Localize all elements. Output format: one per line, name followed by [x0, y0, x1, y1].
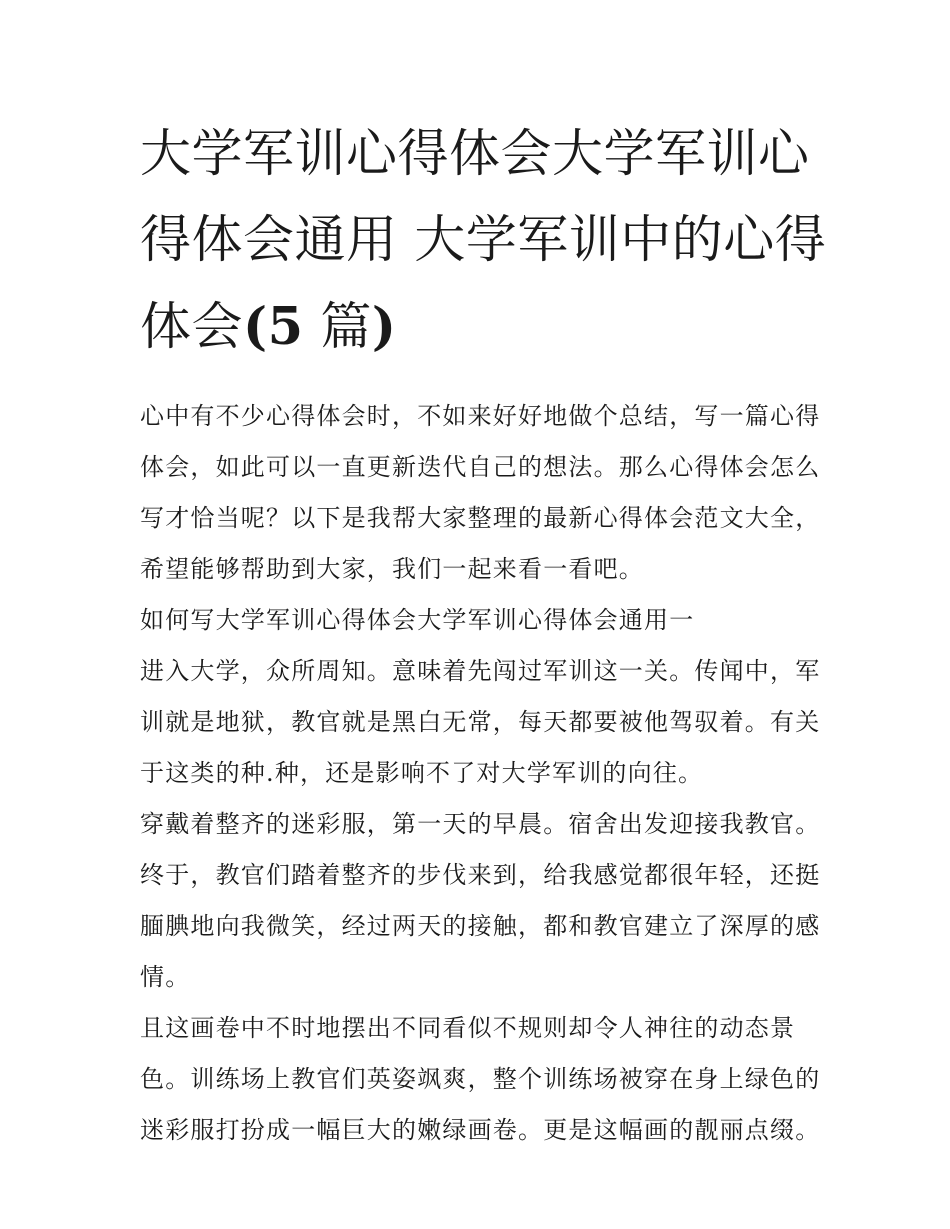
- text-line: 腼腆地向我微笑，经过两天的接触，都和教官建立了深厚的感: [140, 912, 821, 940]
- text-line: 进入大学，众所周知。意味着先闯过军训这一关。传闻中，军: [140, 657, 821, 685]
- text-line: 心中有不少心得体会时，不如来好好地做个总结，写一篇心得: [140, 402, 821, 430]
- text-line: 终于，教官们踏着整齐的步伐来到，给我感觉都很年轻，还挺: [140, 861, 821, 889]
- section-heading: 如何写大学军训心得体会大学军训心得体会通用一: [140, 606, 695, 634]
- title-line-1: 大学军训心得体会大学军训心: [140, 125, 810, 184]
- text-line: 且这画卷中不时地摆出不同看似不规则却令人神往的动态景: [140, 1014, 796, 1042]
- intro-paragraph: [140, 391, 830, 595]
- text-line: 希望能够帮助到大家，我们一起来看一看吧。: [140, 555, 644, 583]
- text-line: 体会，如此可以一直更新迭代自己的想法。那么心得体会怎么: [140, 453, 821, 481]
- document-page: [140, 112, 830, 1156]
- title-line-3: 体会: [140, 298, 244, 357]
- title-count-unit: 篇: [320, 298, 372, 357]
- body-paragraph-2: [140, 799, 830, 1003]
- text-line: 于这类的种.种，还是影响不了对大学军训的向往。: [140, 759, 704, 787]
- title-count-close: ): [371, 297, 397, 357]
- document-title: [140, 112, 830, 371]
- text-line: 迷彩服打扮成一幅巨大的嫩绿画卷。更是这幅画的靓丽点缀。: [140, 1116, 821, 1144]
- text-line: 穿戴着整齐的迷彩服，第一天的早晨。宿舍出发迎接我教官。: [140, 810, 821, 838]
- text-line: 情。: [140, 963, 191, 991]
- title-line-2: 得体会通用 大学军训中的心得: [140, 211, 827, 270]
- title-block: [140, 112, 830, 371]
- text-line: 训就是地狱，教官就是黑白无常，每天都要被他驾驭着。有关: [140, 708, 821, 736]
- body-paragraph-3: [140, 1003, 830, 1156]
- title-count-open: (5: [243, 297, 304, 357]
- body-paragraph-1: [140, 646, 830, 799]
- text-line: 色。训练场上教官们英姿飒爽，整个训练场被穿在身上绿色的: [140, 1065, 821, 1093]
- text-line: 写才恰当呢？以下是我帮大家整理的最新心得体会范文大全，: [140, 504, 821, 532]
